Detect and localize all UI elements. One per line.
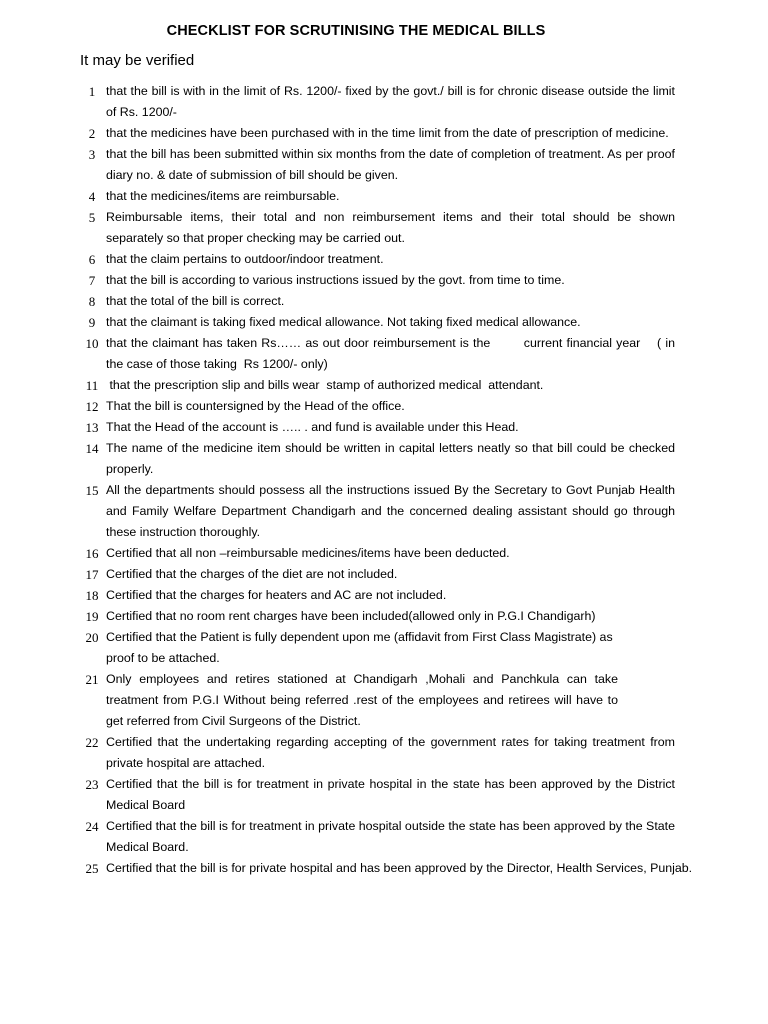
- item-number: 11: [85, 378, 99, 393]
- item-number: 21: [85, 672, 99, 687]
- checklist-item-16: [78, 543, 698, 564]
- checklist-item-25: [78, 858, 698, 879]
- item-text: that the bill is with in the limit of Rs. 1200/- fixed by the govt./ bill is for chronic disease outside the limit of Rs. 1200/-: [106, 84, 675, 119]
- document-title: CHECKLIST FOR SCRUTINISING THE MEDICAL BILLS: [166, 23, 546, 39]
- checklist-item-2: [78, 123, 698, 144]
- checklist: [78, 81, 698, 879]
- item-text: Only employees and retires stationed at Chandigarh ,Mohali and Panchkula can take treatment from P.G.I Without being referred .rest of the employees and retirees will have to get referred from Civil Surgeons of the District.: [106, 672, 618, 728]
- item-number: 8: [88, 294, 96, 309]
- checklist-item-18: [78, 585, 698, 606]
- item-text: that the bill has been submitted within six months from the date of completion of treatment. As per proof diary no. & date of submission of bill should be given.: [106, 147, 675, 182]
- item-text: Reimbursable items, their total and non reimbursement items and their total should be shown separately so that proper checking may be carried out.: [106, 210, 675, 245]
- checklist-item-3: [78, 144, 698, 186]
- item-number: 19: [85, 609, 99, 624]
- item-text: that the claimant has taken Rs…… as out door reimbursement is the current financial year ( in the case of those taking Rs 1200/- only): [106, 336, 679, 371]
- item-text: that the medicines have been purchased with in the time limit from the date of prescription of medicine.: [106, 126, 669, 140]
- item-text: Certified that the Patient is fully dependent upon me (affidavit from First Class Magistrate) as proof to be attached.: [106, 630, 613, 665]
- item-number: 14: [85, 441, 99, 456]
- item-number: 16: [85, 546, 99, 561]
- item-text: that the medicines/items are reimbursable.: [106, 189, 340, 203]
- checklist-item-20: [78, 627, 698, 669]
- item-text: Certified that the bill is for treatment in private hospital in the state has been approved by the District Medical Board: [106, 777, 675, 812]
- checklist-item-11: [78, 375, 698, 396]
- checklist-item-23: [78, 774, 698, 816]
- item-number: 12: [85, 399, 99, 414]
- item-text: The name of the medicine item should be written in capital letters neatly so that bill could be checked properly.: [106, 441, 675, 476]
- item-number: 17: [85, 567, 99, 582]
- item-text: Certified that the charges of the diet are not included.: [106, 567, 398, 581]
- document-intro: It may be verified: [80, 52, 195, 69]
- item-number: 4: [88, 189, 96, 204]
- item-number: 22: [85, 735, 99, 750]
- checklist-item-17: [78, 564, 698, 585]
- item-text: that the claimant is taking fixed medical allowance. Not taking fixed medical allowance.: [106, 315, 581, 329]
- checklist-item-5: [78, 207, 698, 249]
- item-text: All the departments should possess all the instructions issued By the Secretary to Govt Punjab Health and Family Welfare Department Chandigarh and the concerned dealing assistant should go through these instruction thoroughly.: [106, 483, 675, 539]
- checklist-item-22: [78, 732, 698, 774]
- checklist-item-12: [78, 396, 698, 417]
- item-number: 23: [85, 777, 99, 792]
- item-text: that the bill is according to various instructions issued by the govt. from time to time.: [106, 273, 565, 287]
- item-number: 20: [85, 630, 99, 645]
- item-text: Certified that the bill is for private hospital and has been approved by the Director, Health Services, Punjab.: [106, 861, 693, 875]
- checklist-item-19: [78, 606, 698, 627]
- item-text: that the prescription slip and bills wear stamp of authorized medical attendant.: [106, 378, 544, 392]
- item-text: Certified that the bill is for treatment in private hospital outside the state has been approved by the State Medical Board.: [106, 819, 675, 854]
- item-number: 15: [85, 483, 99, 498]
- checklist-item-15: [78, 480, 698, 543]
- item-text: Certified that all non –reimbursable medicines/items have been deducted.: [106, 546, 510, 560]
- item-text: that the total of the bill is correct.: [106, 294, 285, 308]
- checklist-item-1: [78, 81, 698, 123]
- item-number: 6: [88, 252, 96, 267]
- checklist-item-24: [78, 816, 698, 858]
- checklist-item-9: [78, 312, 698, 333]
- item-text: That the bill is countersigned by the Head of the office.: [106, 399, 405, 413]
- item-number: 2: [88, 126, 96, 141]
- checklist-item-10: [78, 333, 698, 375]
- item-text: Certified that the charges for heaters and AC are not included.: [106, 588, 447, 602]
- item-number: 18: [85, 588, 99, 603]
- item-text: That the Head of the account is ….. . and fund is available under this Head.: [106, 420, 519, 434]
- checklist-item-21: [78, 669, 698, 732]
- item-number: 7: [88, 273, 96, 288]
- item-number: 1: [88, 84, 96, 99]
- checklist-item-4: [78, 186, 698, 207]
- item-number: 24: [85, 819, 99, 834]
- item-number: 25: [85, 861, 99, 876]
- item-number: 9: [88, 315, 96, 330]
- item-text: that the claim pertains to outdoor/indoor treatment.: [106, 252, 384, 266]
- item-number: 10: [85, 336, 99, 351]
- item-text: Certified that the undertaking regarding accepting of the government rates for taking treatment from private hospital are attached.: [106, 735, 675, 770]
- checklist-item-13: [78, 417, 698, 438]
- item-number: 5: [88, 210, 96, 225]
- item-text: Certified that no room rent charges have been included(allowed only in P.G.I Chandigarh): [106, 609, 596, 623]
- checklist-item-6: [78, 249, 698, 270]
- checklist-item-7: [78, 270, 698, 291]
- checklist-item-8: [78, 291, 698, 312]
- checklist-item-14: [78, 438, 698, 480]
- item-number: 3: [88, 147, 96, 162]
- item-number: 13: [85, 420, 99, 435]
